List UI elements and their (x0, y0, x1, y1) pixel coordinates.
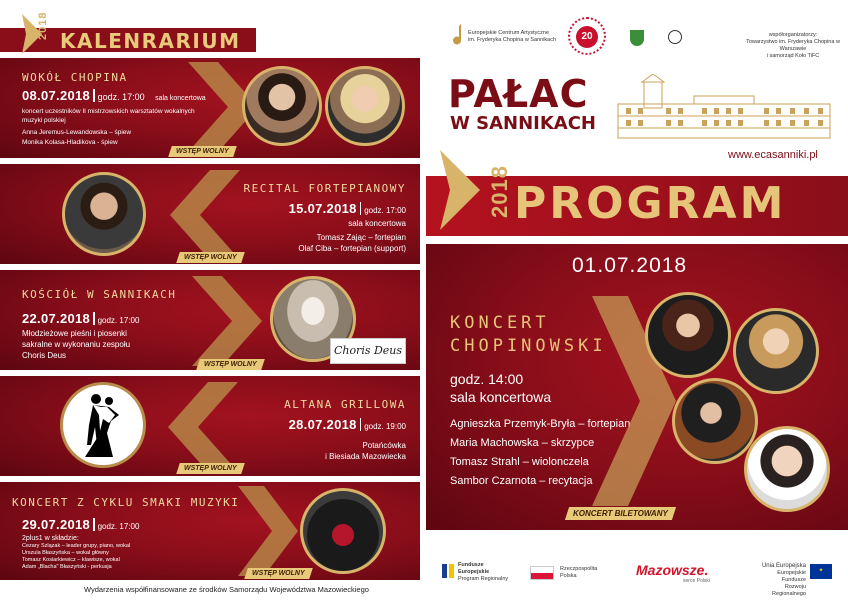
free-entry-badge: WSTĘP WOLNY (176, 252, 244, 263)
palace-subtitle: W SANNIKACH (450, 113, 596, 134)
event-card-5 (0, 482, 420, 580)
free-entry-badge: WSTĘP WOLNY (244, 568, 312, 579)
palace-title: PAŁAC (448, 72, 589, 116)
society-logo-icon (668, 30, 682, 44)
event-title: KOŚCIÓŁ W SANNIKACH (22, 288, 177, 301)
event-venue: sala koncertowa (155, 95, 206, 102)
violinist-photo (733, 308, 819, 394)
mazowsze-logo: Mazowsze. (636, 562, 709, 578)
chevron-decor-icon (192, 276, 262, 366)
performer-1: Anna Jeremus-Lewandowska – śpiew (22, 129, 132, 136)
footer-note: Wydarzenia współfinansowane ze środków Samorządu Województwa Mazowieckiego (84, 585, 369, 594)
concert-venue: sala koncertowa (450, 389, 552, 405)
pianist-woman-photo (645, 292, 731, 378)
cellist-photo (672, 378, 758, 464)
free-entry-badge: WSTĘP WOLNY (176, 463, 244, 474)
event-date-line (22, 516, 139, 534)
event-time: godz. 19:00 (364, 422, 406, 431)
band-photo (300, 488, 386, 574)
event-venue: sala koncertowa (348, 219, 406, 228)
performer-1: Cezary Szlązak – leader grupy, piano, wokal (22, 543, 131, 549)
concert-title-1: KONCERT (450, 313, 550, 333)
event-title: WOKÓŁ CHOPINA (22, 71, 128, 84)
concert-time: godz. 14:00 (450, 371, 524, 387)
eu-funds-label: Fundusze Europejskie Program Regionalny (458, 562, 509, 582)
concert-performer-3: Tomasz Strahl – wiolonczela (450, 456, 589, 468)
event-date: 28.07.2018 (288, 417, 357, 432)
event-date: 08.07.2018 (22, 88, 91, 103)
event-date: 22.07.2018 (22, 311, 91, 326)
event-date: 15.07.2018 (288, 201, 357, 216)
event-date-line (22, 310, 139, 328)
event-card-2 (0, 164, 420, 264)
ecas-label: Europejskie Centrum Artystyczne im. Fryderyka Chopina w Sannikach (468, 30, 557, 43)
concert-performer-2: Maria Machowska – skrzypce (450, 437, 595, 449)
performer-4: Adam „Blacha" Błaszyński - perkusja (22, 564, 112, 570)
performer-1: Potańcówka (362, 441, 406, 450)
header-year: 2018 (37, 11, 49, 40)
choris-deus-logo: Choris Deus (330, 338, 406, 364)
program-year: 2018 (487, 165, 512, 218)
music-note-icon (452, 22, 466, 48)
event-card-3 (0, 270, 420, 370)
program-date: 01.07.2018 (572, 254, 688, 277)
website-link[interactable]: www.ecasanniki.pl (728, 149, 818, 161)
performer-2: Urszula Błaszyńska – wokal główny (22, 550, 109, 556)
performer-2: Olaf Ciba – fortepian (support) (298, 244, 406, 253)
event-title: RECITAL FORTEPIANOWY (243, 182, 406, 195)
event-card-4 (0, 376, 420, 476)
event-description: 2plus1 w składzie: (22, 535, 79, 542)
chevron-decor-icon (168, 382, 238, 472)
singer-photo-1 (242, 66, 322, 146)
program-title: PROGRAM (514, 178, 787, 229)
free-entry-badge: WSTĘP WOLNY (196, 359, 264, 370)
event-time: godz. 17:00 (97, 92, 145, 102)
reciter-photo (744, 426, 830, 512)
singer-photo-2 (325, 66, 405, 146)
calendar-title: KALENRARIUM (60, 29, 241, 53)
eu-funds-logo (440, 562, 456, 585)
chevron-decor-icon (170, 170, 240, 260)
mazowsze-tagline: serce Polski (683, 578, 710, 584)
eu-funds-icon (440, 562, 456, 580)
ticketed-concert-badge: KONCERT BILETOWANY (565, 507, 676, 520)
concert-performer-4: Sambor Czarnota – recytacja (450, 475, 593, 487)
event-title: KONCERT Z CYKLU SMAKI MUZYKI (12, 496, 240, 509)
performer-2: i Biesiada Mazowiecka (325, 452, 406, 461)
event-description: Młodzieżowe pieśni i piosenki sakralne w wykonaniu zespołu Choris Deus (22, 329, 131, 360)
event-date: 29.07.2018 (22, 517, 91, 532)
pianist-photo (62, 172, 146, 256)
ecas-logo (452, 22, 466, 53)
program-chevron-icon (440, 150, 480, 230)
performer-1: Tomasz Zając – fortepian (316, 233, 406, 242)
event-time: godz. 17:00 (97, 522, 140, 531)
concert-performer-1: Agnieszka Przemyk-Bryła – fortepian (450, 418, 631, 430)
event-description: koncert uczestników II mistrzowskich warsztatów wokalnych muzyki polskiej (22, 108, 195, 124)
event-card-1 (0, 58, 420, 158)
poland-label: Rzeczpospolita Polska (560, 566, 598, 579)
anniversary-badge: 20 (568, 17, 606, 55)
free-entry-badge: WSTĘP WOLNY (168, 146, 236, 157)
performer-2: Monika Kolasa-Hladikova - śpiew (22, 139, 118, 146)
palace-illustration (614, 74, 834, 144)
performer-3: Tomasz Kosiarkiewicz – klawisze, wokal (22, 557, 120, 563)
town-crest-icon (630, 30, 644, 46)
dancers-icon (63, 385, 143, 465)
event-time: godz. 17:00 (364, 206, 406, 215)
event-date-line (289, 416, 406, 434)
eu-union-label: Unia Europejska Europejskie Fundusze Rozwoju Regionalnego (761, 563, 806, 597)
dancers-silhouette (60, 382, 146, 468)
event-title: ALTANA GRILLOWA (284, 398, 406, 411)
poland-flag-icon (530, 566, 554, 580)
event-date-line (22, 87, 206, 105)
chevron-decor-icon (238, 486, 298, 576)
concert-title-2: CHOPINOWSKI (450, 336, 607, 356)
coorganizers: współorganizatorzy: Towarzystwo im. Fryderyka Chopina w Warszawie i samorząd Koło TiFC (746, 32, 840, 59)
event-date-line (289, 200, 406, 218)
eu-flag-icon: ✦ (810, 564, 832, 579)
event-time: godz. 17:00 (97, 316, 140, 325)
